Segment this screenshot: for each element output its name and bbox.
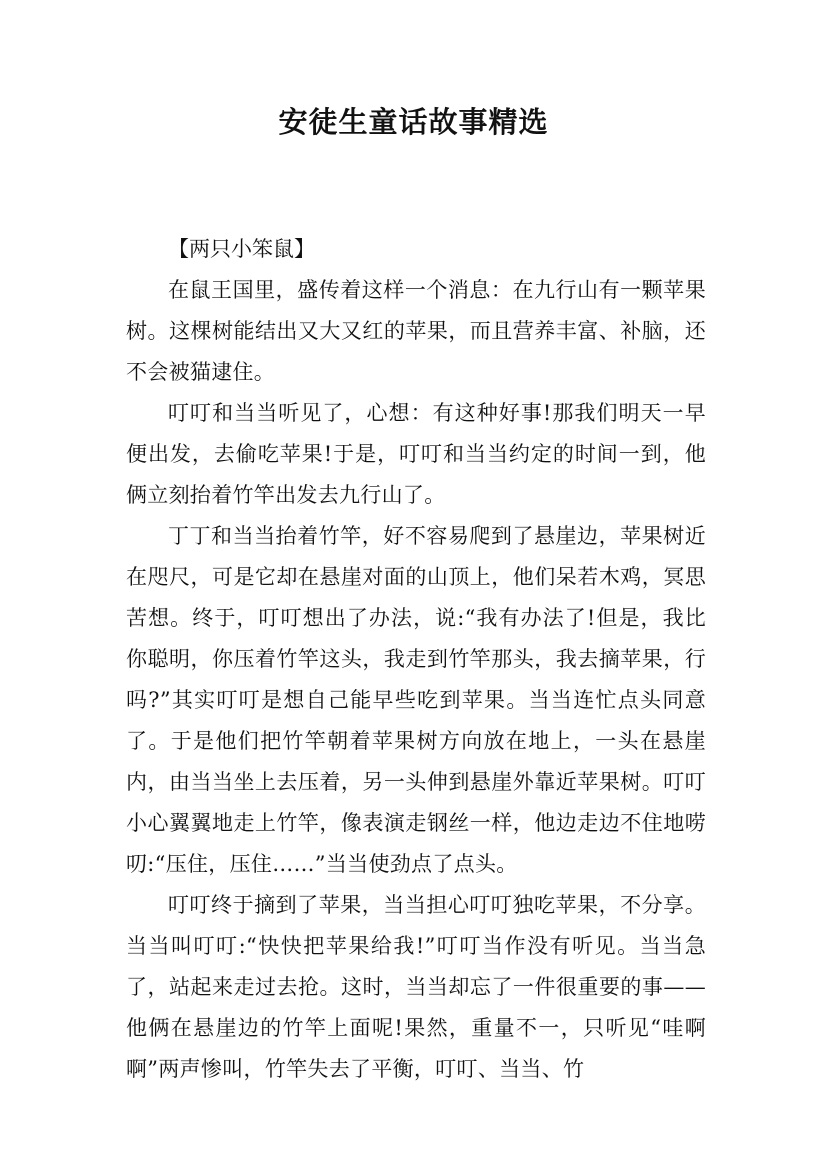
section-heading: 【两只小笨鼠】 <box>168 237 315 261</box>
paragraph: 在鼠王国里，盛传着这样一个消息：在九行山有一颗苹果树。这棵树能结出又大又红的苹果，而且营养丰富、补脑，还不会被猫逮住。 <box>126 278 706 384</box>
paragraph: 叮叮和当当听见了，心想：有这种好事!那我们明天一早便出发，去偷吃苹果!于是，叮叮和当当约定的时间一到，他俩立刻抬着竹竿出发去九行山了。 <box>126 401 706 507</box>
document-body <box>126 229 706 1090</box>
paragraph: 丁丁和当当抬着竹竿，好不容易爬到了悬崖边，苹果树近在咫尺，可是它却在悬崖对面的山顶上，他们呆若木鸡，冥思苦想。终于，叮叮想出了办法，说:“我有办法了!但是，我比你聪明，你压着竹竿这头，我走到竹竿那头，我去摘苹果，行吗?”其实叮叮是想自己能早些吃到苹果。当当连忙点头同意了。于是他们把竹竿朝着苹果树方向放在地上，一头在悬崖内，由当当坐上去压着，另一头伸到悬崖外靠近苹果树。叮叮小心翼翼地走上竹竿，像表演走钢丝一样，他边走边不住地唠叨:“压住，压住……”当当使劲点了点头。 <box>126 524 706 876</box>
document-title: 安徒生童话故事精选 <box>278 105 549 139</box>
paragraph: 叮叮终于摘到了苹果，当当担心叮叮独吃苹果，不分享。当当叫叮叮:“快快把苹果给我!”叮叮当作没有听见。当当急了，站起来走过去抢。这时，当当却忘了一件很重要的事——他俩在悬崖边的竹竿上面呢!果然，重量不一，只听见“哇啊啊”两声惨叫，竹竿失去了平衡，叮叮、当当、竹 <box>126 893 706 1081</box>
